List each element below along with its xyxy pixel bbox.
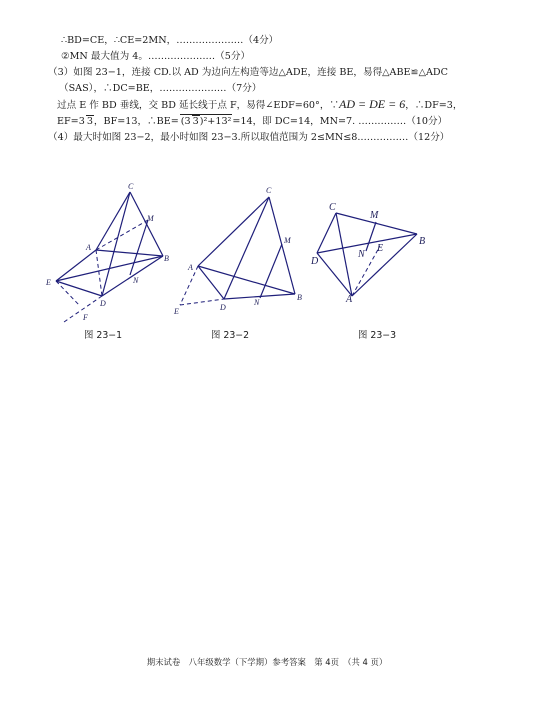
- answer-line-3: （3）如图 23−1，连接 CD.以 AD 为边向左构造等边△ADE，连接 BE，易得△ABE≌△ADC: [48, 67, 448, 78]
- caption-23-1: 图 23−1: [84, 330, 123, 341]
- segment-mn: [366, 222, 376, 251]
- sqrt-radicand-inner: 3: [192, 116, 199, 127]
- label-c: C: [128, 182, 134, 191]
- label-c: C: [266, 186, 272, 195]
- answer-line-5-part-a: 过点 E 作 BD 垂线，交 BD 延长线于点 F，易得∠EDF=60°，∵: [57, 100, 340, 111]
- answer-line-5-part-b: ，∴DF=3，: [405, 100, 463, 111]
- page-footer: 期末试卷 八年级数学（下学期）参考答案 第 4页 （共 4 页）: [146, 657, 388, 667]
- answer-line-4: （SAS），∴DC=BE，…………………（7分）: [59, 83, 262, 94]
- edge-da: [317, 253, 352, 296]
- label-n: N: [133, 276, 139, 285]
- label-f: F: [83, 313, 88, 322]
- caption-23-2: 图 23−2: [211, 330, 250, 341]
- label-a: A: [86, 243, 91, 252]
- label-m: M: [284, 236, 291, 245]
- label-b: B: [297, 293, 302, 302]
- label-d: D: [220, 303, 226, 312]
- label-e: E: [46, 278, 51, 287]
- label-a: A: [188, 263, 193, 272]
- answer-line-2: ②MN 最大值为 4。…………………（5分）: [61, 51, 251, 62]
- answer-line-6-part-e: =14，即 DC=14，MN=7. ……………（10分）: [232, 116, 448, 127]
- answer-line-6-part-a: EF=3: [57, 116, 85, 127]
- edge-cd: [317, 213, 336, 253]
- caption-23-3: 图 23−3: [358, 330, 397, 341]
- sqrt-part-1: (3: [180, 116, 191, 127]
- label-e: E: [377, 243, 384, 254]
- edge-ab: [352, 234, 417, 296]
- answer-line-6-part-b: ，BF=13，∴BE=: [93, 116, 179, 127]
- sqrt-part-2: )²+13²: [199, 116, 232, 127]
- label-n: N: [358, 249, 365, 260]
- label-e: E: [174, 307, 179, 316]
- label-b: B: [164, 254, 169, 263]
- label-b: B: [419, 236, 426, 247]
- edge-ca: [336, 213, 352, 296]
- label-c: C: [329, 202, 336, 213]
- answer-line-5-math: AD = DE = 6: [339, 97, 406, 111]
- answer-line-7: （4）最大时如图 23−2，最小时如图 23−3.所以取值范围为 2≤MN≤8.……………（12分）: [48, 132, 450, 143]
- label-a: A: [346, 294, 353, 305]
- label-d: D: [100, 299, 106, 308]
- sqrt-radicand: 3: [86, 116, 93, 127]
- edge-db: [317, 234, 417, 253]
- label-n: N: [254, 298, 260, 307]
- label-d: D: [311, 256, 319, 267]
- dashed-ae: [352, 246, 380, 296]
- label-m: M: [147, 214, 154, 223]
- label-m: M: [370, 210, 379, 221]
- answer-line-1: ∴BD=CE，∴CE=2MN，…………………（4分）: [61, 35, 279, 46]
